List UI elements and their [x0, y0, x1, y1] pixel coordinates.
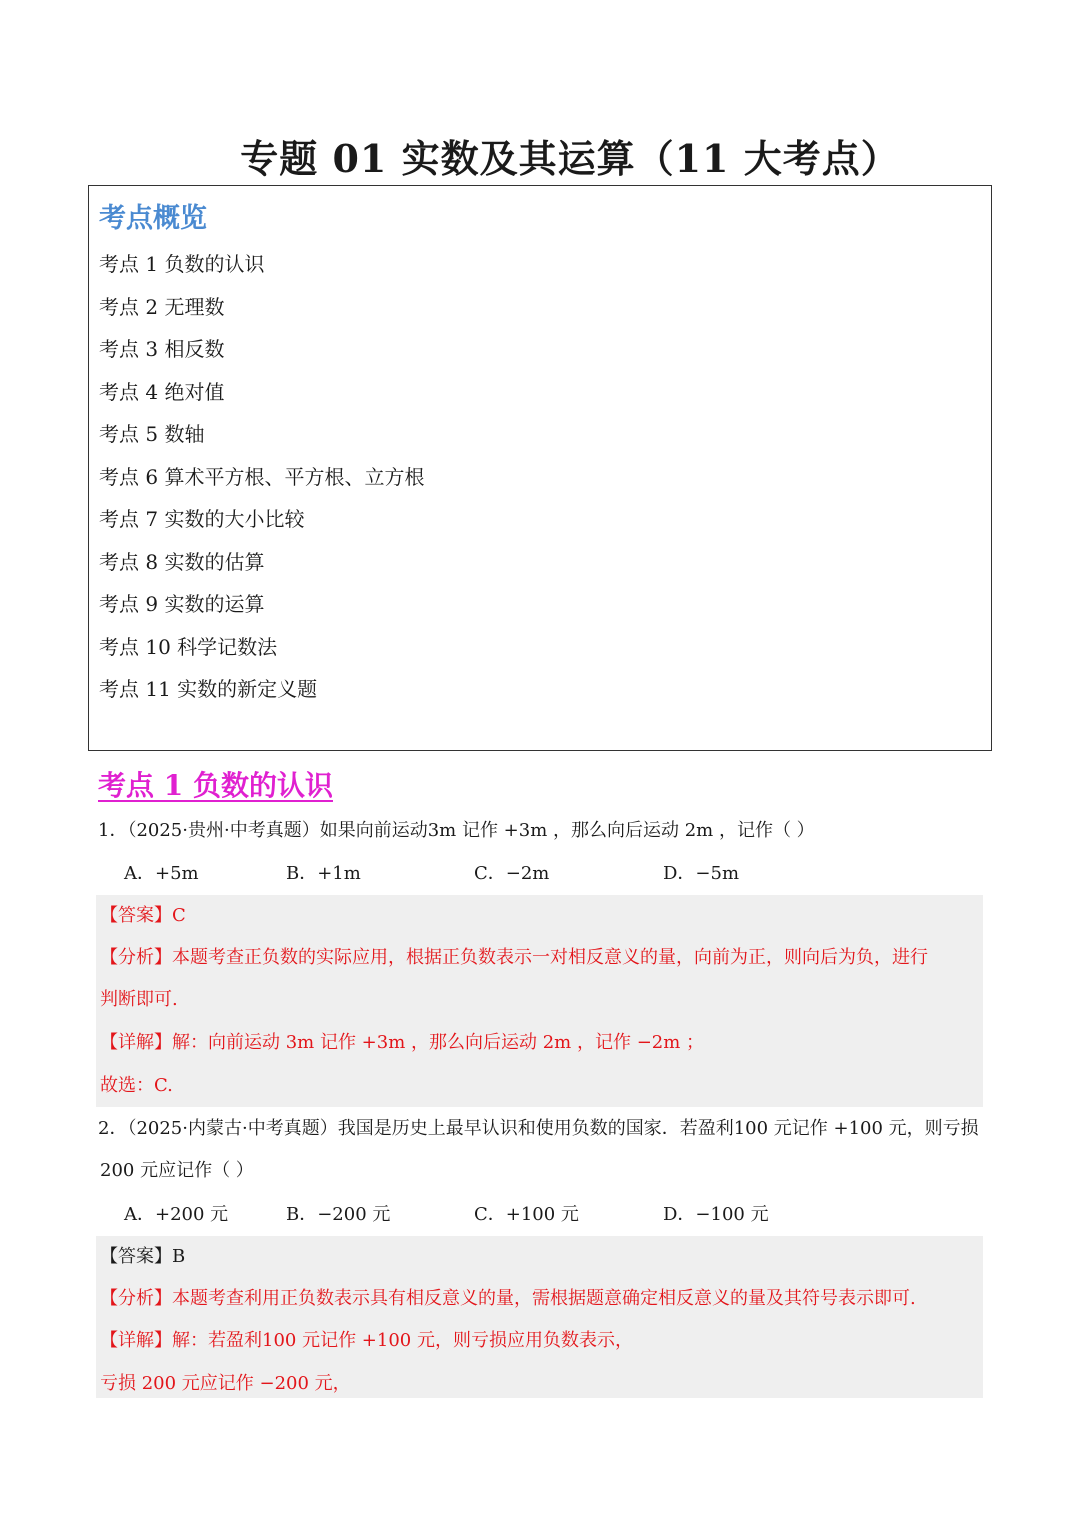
q1-option-d: D．−5m: [663, 863, 740, 884]
q1-option-a: A．+5m: [124, 863, 199, 884]
overview-item-10: 考点 10 科学记数法: [99, 634, 278, 659]
q1-option-c: C．−2m: [474, 863, 550, 884]
q1-analysis-line-2: 判断即可.: [100, 989, 178, 1010]
question-1-answer-block: [96, 895, 983, 1107]
overview-item-3: 考点 3 相反数: [99, 337, 225, 361]
overview-item-9: 考点 9 实数的运算: [99, 592, 265, 616]
overview-item-1: 考点 1 负数的认识: [99, 252, 265, 276]
overview-item-8: 考点 8 实数的估算: [99, 549, 265, 574]
question-2-stem-line-2: 200 元应记作（ ）: [100, 1160, 254, 1181]
overview-item-7: 考点 7 实数的大小比较: [99, 507, 305, 531]
q2-option-b: B．−200 元: [286, 1204, 391, 1225]
page-title: 专题 01 实数及其运算（11 大考点）: [240, 136, 900, 181]
overview-item-4: 考点 4 绝对值: [99, 379, 225, 404]
question-2-stem-line-1: 2．（2025·内蒙古·中考真题）我国是历史上最早认识和使用负数的国家．若盈利100 元记作 +100 元，则亏损: [98, 1118, 979, 1139]
q2-answer: 【答案】B: [100, 1246, 186, 1267]
overview-item-2: 考点 2 无理数: [99, 294, 225, 319]
q1-option-b: B．+1m: [286, 863, 361, 884]
q2-option-c: C．+100 元: [474, 1204, 579, 1225]
q2-option-a: A．+200 元: [124, 1204, 229, 1225]
section-heading: 考点 1 负数的认识: [98, 769, 333, 802]
q1-detail: 【详解】解：向前运动 3m 记作 +3m ，那么向后运动 2m ，记作 −2m ；: [100, 1032, 705, 1053]
overview-item-6: 考点 6 算术平方根、平方根、立方根: [99, 464, 425, 489]
overview-item-11: 考点 11 实数的新定义题: [99, 677, 318, 701]
overview-list: [99, 249, 424, 717]
question-2-answer-block: [96, 1236, 983, 1398]
q2-detail-2: 亏损 200 元应记作 −200 元，: [100, 1373, 351, 1394]
q2-detail: 【详解】解：若盈利100 元记作 +100 元，则亏损应用负数表示，: [100, 1330, 633, 1351]
q1-choice: 故选：C.: [100, 1075, 173, 1096]
q2-option-d: D．−100 元: [663, 1204, 769, 1225]
q1-analysis-line-1: 【分析】本题考查正负数的实际应用，根据正负数表示一对相反意义的量，向前为正，则向后为负，进行: [100, 947, 928, 968]
overview-box: [88, 185, 992, 751]
q1-answer: 【答案】C: [100, 905, 186, 926]
question-1-stem: 1．（2025·贵州·中考真题）如果向前运动3m 记作 +3m ，那么向后运动 2m ，记作（ ）: [98, 820, 815, 841]
q2-analysis: 【分析】本题考查利用正负数表示具有相反意义的量，需根据题意确定相反意义的量及其符号表示即可.: [100, 1288, 916, 1309]
overview-item-5: 考点 5 数轴: [99, 422, 205, 446]
overview-heading: 考点概览: [99, 203, 207, 234]
